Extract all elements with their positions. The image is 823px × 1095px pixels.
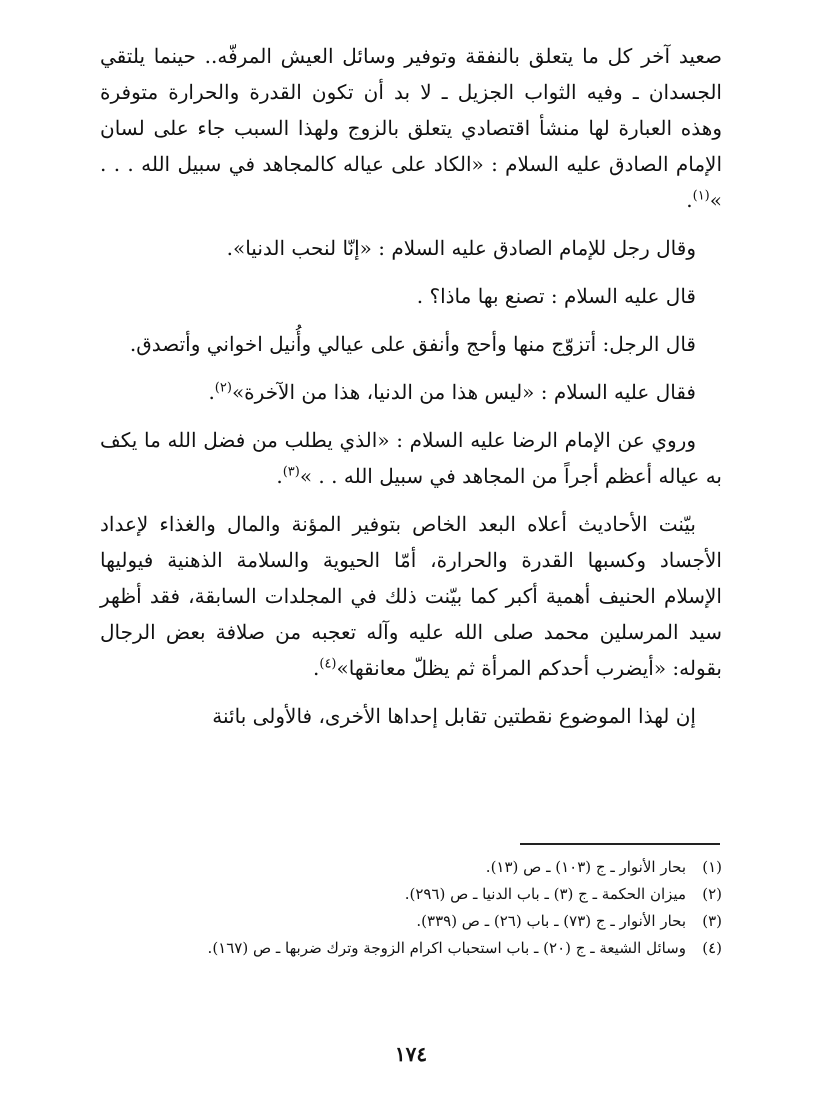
footnote-text: ميزان الحكمة ـ ج (٣) ـ باب الدنيا ـ ص (٢٩٦). [404, 885, 686, 903]
footnote [100, 935, 722, 962]
footnote-text: وسائل الشيعة ـ ج (٢٠) ـ باب استحباب اكرام الزوجة وترك ضربها ـ ص (١٦٧). [207, 939, 686, 957]
footnote [100, 854, 722, 881]
page-number: ١٧٤ [394, 1042, 428, 1066]
footnote-ref: (١) [692, 188, 710, 204]
footnotes [100, 854, 722, 962]
paragraph: قال الرجل: أتزوّج منها وأحج وأنفق على عيالي وأُنيل اخواني وأتصدق. [129, 332, 696, 356]
footnote [100, 881, 722, 908]
main-text [100, 38, 722, 746]
footnote-number: (٢) [702, 885, 722, 903]
footnote-number: (١) [702, 858, 722, 876]
paragraph: إن لهذا الموضوع نقطتين تقابل إحداها الأخرى، فالأولى بائنة [212, 704, 696, 728]
paragraph: قال عليه السلام : تصنع بها ماذا؟ . [416, 284, 696, 308]
paragraph: بيّنت الأحاديث أعلاه البعد الخاص بتوفير المؤنة والمال والغذاء لإعداد الأجساد وكسبها القدرة والحرارة، أمّا الحيوية والسلامة الذهنية فيوليها الإسلام الحنيف أهمية أكبر كما بيّنت ذلك في المجلدات السابقة، فقد أظهر سيد المرسلين محمد صلى الله عليه وآله تعجبه من صلافة بعض الرجال بقوله: «أيضرب أحدكم المرأة ثم يظلّ معانقها»$^{(٤)}$. [100, 512, 722, 680]
paragraph: وقال رجل للإمام الصادق عليه السلام : «إنّا لنحب الدنيا». [226, 236, 696, 260]
footnote [100, 908, 722, 935]
footnote-text: بحار الأنوار ـ ج (٧٣) ـ باب (٢٦) ـ ص (٣٣٩). [416, 912, 686, 930]
footnote-ref: (٤) [319, 656, 337, 672]
paragraph: فقال عليه السلام : «ليس هذا من الدنيا، هذا من الآخرة»$^{(٢)}$. [208, 380, 696, 404]
footnote-number: (٤) [702, 939, 722, 957]
footnote-text: بحار الأنوار ـ ج (١٠٣) ـ ص (١٣). [485, 858, 686, 876]
footnote-separator [520, 843, 720, 845]
footnote-number: (٣) [702, 912, 722, 930]
paragraph: صعيد آخر كل ما يتعلق بالنفقة وتوفير وسائل العيش المرفّه.. حينما يلتقي الجسدان ـ وفيه الثواب الجزيل ـ لا بد أن تكون القدرة والحرارة متوفرة وهذه العبارة لها منشأ اقتصادي يتعلق بالزوج ولهذا السبب جاء على لسان الإمام الصادق عليه السلام : «الكاد على عياله كالمجاهد في سبيل الله . . . »$^{(١)}$. [100, 44, 722, 212]
footnote-ref: (٢) [214, 380, 232, 396]
footnote-ref: (٣) [282, 464, 300, 480]
paragraph: وروي عن الإمام الرضا عليه السلام : «الذي يطلب من فضل الله ما يكف به عياله أعظم أجراً من المجاهد في سبيل الله . . »$^{(٣)}$. [100, 428, 722, 488]
